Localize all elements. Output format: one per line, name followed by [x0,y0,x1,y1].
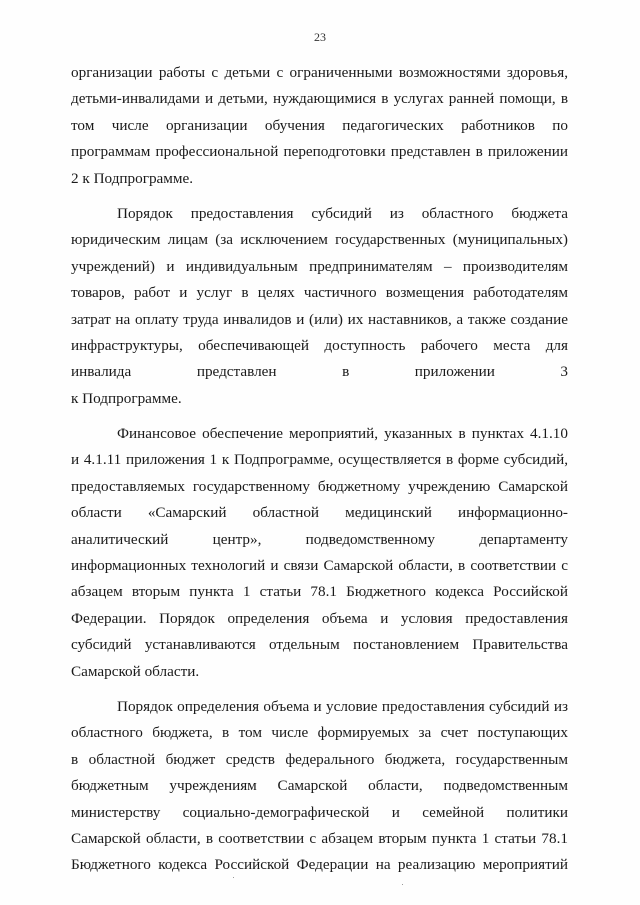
text-line: аналитический центр», подведомственному департаменту [71,530,568,548]
paragraph-2 [71,201,568,412]
text-line: учреждений) и индивидуальным предпринимателям – производителям [71,257,568,275]
text-line: том числе организации обучения педагогических работников по [71,116,568,134]
paragraph-4 [71,694,568,879]
text-line: области «Самарский областной медицинский информационно- [71,504,568,522]
text-line: информационных технологий и связи Самарской области, в соответствии с [71,557,568,575]
text-line: Федерации. Порядок определения объема и условия предоставления [71,609,568,627]
scan-speck [233,877,234,878]
text-line: организации работы с детьми с ограниченными возможностями здоровья, [71,64,568,81]
paragraph-3 [71,421,568,685]
paragraph-1 [71,60,568,192]
text-line: инфраструктуры, обеспечивающей доступность рабочего места для [71,336,568,354]
text-line: юридическим лицам (за исключением государственных (муниципальных) [71,231,568,249]
text-line: Порядок предоставления субсидий из областного бюджета [117,204,568,222]
text-line: в областной бюджет средств федерального бюджета, государственным [71,750,568,768]
scan-speck [402,884,403,885]
text-line: инвалида представлен в приложении 3 [71,363,568,381]
document-body [71,60,568,879]
text-line: предоставляемых государственному бюджетному учреждению Самарской [71,477,568,495]
text-line: 2 к Подпрограмме. [71,169,194,187]
text-line: детьми-инвалидами и детьми, нуждающимися в услугах ранней помощи, в [71,90,568,108]
page-number: 23 [314,30,326,44]
text-line: Порядок определения объема и условие предоставления субсидий из [117,697,568,715]
text-line: субсидий устанавливаются отдельным постановлением Правительства [71,636,568,654]
text-line: областного бюджета, в том числе формируемых за счет поступающих [71,724,568,742]
text-line: программам профессиональной переподготовки представлен в приложении [71,143,568,161]
text-line: затрат на оплату труда инвалидов и (или) их наставников, а также создание [71,310,568,328]
text-line: и 4.1.11 приложения 1 к Подпрограмме, осуществляется в форме субсидий, [71,451,568,469]
text-line: к Подпрограмме. [71,389,182,407]
text-line: Бюджетного кодекса Российской Федерации на реализацию мероприятий [71,856,568,874]
text-line: министерству социально-демографической и семейной политики [71,803,568,821]
text-line: Самарской области. [71,662,200,680]
text-line: товаров, работ и услуг в целях частичного возмещения работодателям [71,284,568,302]
text-line: бюджетным учреждениям Самарской области, подведомственным [71,777,568,795]
text-line: Самарской области, в соответствии с абзацем вторым пункта 1 статьи 78.1 [71,829,568,847]
text-line: абзацем вторым пункта 1 статьи 78.1 Бюджетного кодекса Российской [71,583,568,601]
text-line: Финансовое обеспечение мероприятий, указанных в пунктах 4.1.10 [117,425,568,443]
